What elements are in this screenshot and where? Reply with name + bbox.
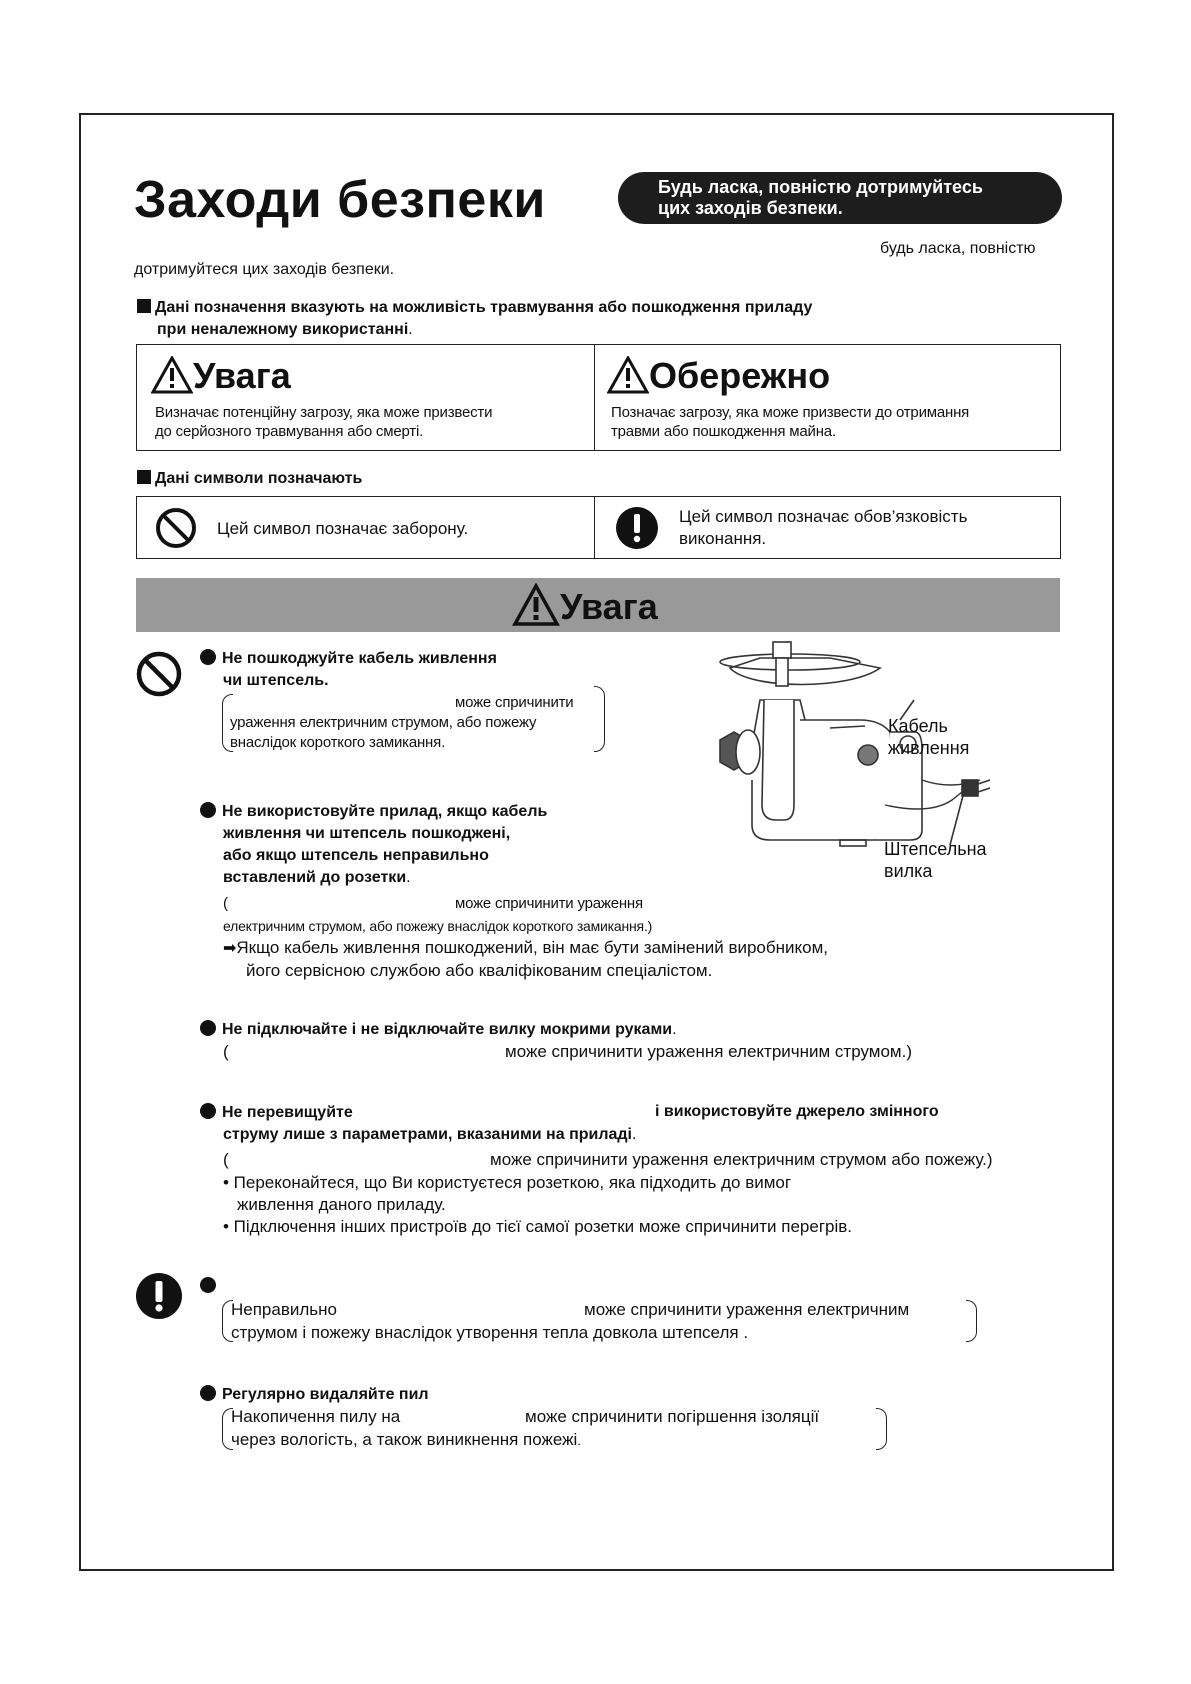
bullet-icon: [200, 1277, 216, 1293]
warning-triangle-icon: [151, 356, 193, 394]
caution-title: Обережно: [649, 355, 831, 396]
item-5-note-b: може спричинити ураження електричним: [584, 1300, 910, 1319]
item-4-note: може спричинити ураження електричним струмом або пожежу.): [490, 1150, 993, 1169]
pill-line-2: цих заходів безпеки.: [658, 198, 843, 218]
bullet-icon: [200, 649, 216, 665]
paren-right: [876, 1408, 887, 1450]
item-5-bullet: [200, 1277, 222, 1296]
intro-text-right: будь ласка, повністю: [880, 240, 1036, 257]
item-4-title-2: струму лише з параметрами, вказаними на приладі.: [223, 1126, 637, 1143]
label-plug: Штепсельна вилка: [884, 839, 987, 881]
exclamation-icon: [615, 506, 659, 550]
prohibit-text: Цей символ позначає заборону.: [217, 519, 469, 538]
item-4-title-a: Не перевищуйте: [200, 1103, 353, 1122]
pill-line-1: Будь ласка, повністю дотримуйтесь: [658, 177, 983, 197]
prohibition-icon: [155, 507, 197, 549]
caution-desc: Позначає загрозу, яка може призвести до отримання травми або пошкодження майна.: [611, 404, 970, 440]
symbols-heading: Дані символи позначають: [137, 470, 362, 488]
item-1-note-1: може спричинити: [455, 694, 574, 711]
item-6-note-a: Накопичення пилу на: [231, 1407, 401, 1426]
item-2-note-1: може спричинити ураження: [455, 895, 643, 912]
item-1-note-3: внаслідок короткого замикання.: [230, 734, 446, 751]
paren-right: [594, 686, 605, 752]
item-5-note-2: струмом і пожежу внаслідок утворення тепла довкола штепселя .: [231, 1323, 749, 1342]
item-2-arrow-note: ➡Якщо кабель живлення пошкоджений, він має бути замінений виробником, його сервісною службою або кваліфікованим спеціалістом.: [223, 938, 829, 980]
item-2-note-open: (: [223, 895, 228, 912]
signs-heading: Дані позначення вказують на можливість травмування або пошкодження приладу при неналежному використанні.: [137, 297, 812, 341]
warning-title: Увага: [193, 355, 291, 396]
warning-banner: [136, 578, 1060, 632]
prohibition-icon: [135, 650, 183, 698]
item-2-note-2: електричним струмом, або пожежу внаслідок короткого замикання.): [223, 918, 653, 934]
square-bullet-icon: [137, 470, 151, 484]
item-3-note: може спричинити ураження електричним струмом.): [505, 1042, 913, 1061]
item-4-bullets: • Переконайтеся, що Ви користуєтеся розеткою, яка підходить до вимог живлення даного приладу. • Підключення інших пристроїв до тієї самої розетки може спричинити перегрів.: [223, 1173, 853, 1236]
item-4-note-open: (: [223, 1150, 229, 1169]
caution-sign-cell: [607, 355, 830, 397]
warning-triangle-icon: [512, 583, 560, 627]
item-1-title: Не пошкоджуйте кабель живлення чи штепсель.: [200, 648, 497, 692]
mandatory-text: Цей символ позначає обов’язковість виконання.: [679, 507, 968, 548]
item-6-note-2: через вологість, а також виникнення пожежі.: [231, 1430, 581, 1449]
bullet-icon: [200, 1385, 216, 1401]
arrow-right-icon: ➡: [223, 940, 237, 957]
item-1-note-2: ураження електричним струмом, або пожежу: [230, 714, 537, 731]
item-4-title-b: і використовуйте джерело змінного: [655, 1103, 939, 1120]
header-pill: [618, 172, 1062, 224]
intro-text-left: дотримуйтеся цих заходів безпеки.: [134, 261, 395, 278]
item-2-title: Не використовуйте прилад, якщо кабель живлення чи штепсель пошкоджені, або якщо штепсель неправильно вставлений до розетки.: [200, 801, 547, 889]
banner-title: Увага: [560, 586, 658, 627]
warning-sign-cell: [151, 355, 291, 397]
signs-table: [136, 344, 1061, 451]
item-6-note-b: може спричинити погіршення ізоляції: [525, 1407, 820, 1426]
label-power-cable: Кабель живлення: [888, 716, 970, 758]
item-3-title: Не підключайте і не відключайте вилку мокрими руками.: [200, 1020, 677, 1039]
item-5-note-a: Неправильно: [231, 1300, 337, 1319]
page-title: Заходи безпеки: [134, 171, 546, 229]
warning-triangle-icon: [607, 356, 649, 394]
warning-desc: Визначає потенційну загрозу, яка може призвести до серйозного травмування або смерті.: [155, 404, 493, 440]
symbols-table: [136, 496, 1061, 559]
item-6-title: Регулярно видаляйте пил: [200, 1385, 429, 1404]
bullet-icon: [200, 1020, 216, 1036]
item-3-note-open: (: [223, 1042, 229, 1061]
paren-right: [966, 1300, 977, 1342]
bullet-icon: [200, 802, 216, 818]
square-bullet-icon: [137, 299, 151, 313]
bullet-icon: [200, 1103, 216, 1119]
exclamation-icon: [135, 1272, 183, 1320]
